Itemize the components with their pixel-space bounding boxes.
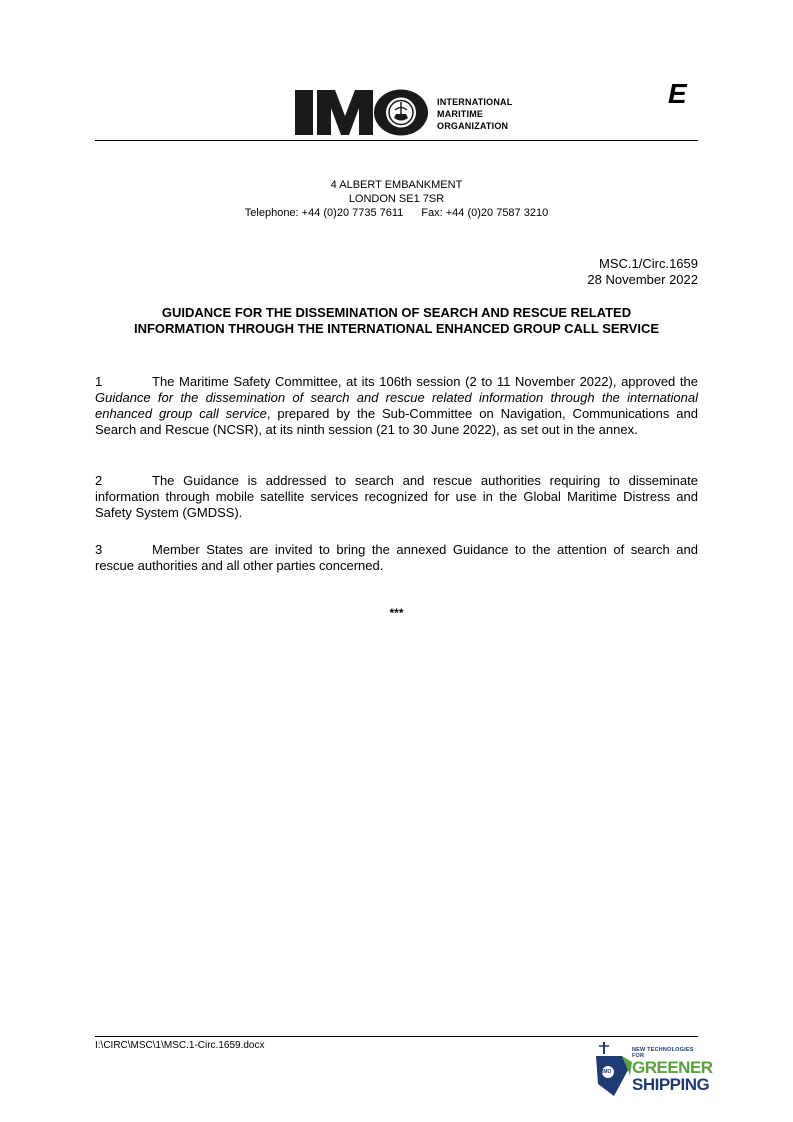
file-path: I:\CIRC\MSC\1\MSC.1-Circ.1659.docx bbox=[95, 1040, 265, 1051]
paragraph-text: , prepared by the Sub-Committee on Navigation, Communications and Search and Rescue (NCSR), at its ninth session (21 to 30 June 2022), as set out in the annex. bbox=[95, 406, 698, 437]
org-line: ORGANIZATION bbox=[437, 121, 509, 131]
address-block bbox=[95, 178, 698, 220]
badge-text bbox=[632, 1047, 713, 1094]
imo-emblem-icon bbox=[295, 88, 430, 138]
paragraph-number: 2 bbox=[95, 473, 103, 488]
imo-logo bbox=[295, 88, 535, 138]
badge-greener: GREENER bbox=[632, 1058, 713, 1077]
ship-emblem-icon bbox=[594, 1040, 634, 1100]
paragraph-number: 1 bbox=[95, 374, 103, 389]
org-line: INTERNATIONAL bbox=[437, 97, 513, 107]
contact-line bbox=[95, 206, 698, 220]
greener-shipping-badge bbox=[594, 1040, 713, 1100]
paragraph-number: 3 bbox=[95, 542, 103, 557]
paragraph bbox=[95, 542, 698, 574]
org-line: MARITIME bbox=[437, 109, 484, 119]
address-line: 4 ALBERT EMBANKMENT bbox=[330, 179, 463, 191]
title-line: INFORMATION THROUGH THE INTERNATIONAL ENHANCED GROUP CALL SERVICE bbox=[133, 321, 660, 336]
language-code: E bbox=[668, 78, 687, 109]
footer-divider bbox=[95, 1036, 698, 1037]
paragraph-italic-title: Guidance for the dissemination of search and rescue related information through the international enhanced group call service bbox=[95, 390, 698, 421]
fax: Fax: +44 (0)20 7587 3210 bbox=[421, 207, 549, 219]
header-divider bbox=[95, 140, 698, 141]
document-date: 28 November 2022 bbox=[587, 272, 698, 287]
paragraph bbox=[95, 374, 698, 438]
document-title bbox=[95, 305, 698, 337]
badge-shipping: SHIPPING bbox=[632, 1075, 710, 1094]
paragraph bbox=[95, 473, 698, 521]
section-separator: *** bbox=[389, 606, 404, 620]
paragraph-text: The Maritime Safety Committee, at its 106th session (2 to 11 November 2022), approved the bbox=[152, 374, 698, 389]
paragraph-text: Member States are invited to bring the annexed Guidance to the attention of search and rescue authorities and all other parties concerned. bbox=[95, 542, 698, 573]
badge-emblem-text: IMO bbox=[602, 1069, 612, 1075]
organization-name bbox=[437, 96, 512, 132]
document-reference: MSC.1/Circ.1659 bbox=[599, 256, 698, 271]
telephone: Telephone: +44 (0)20 7735 7611 bbox=[244, 207, 404, 219]
badge-tagline: NEW TECHNOLOGIES FOR bbox=[632, 1047, 694, 1059]
address-line: LONDON SE1 7SR bbox=[348, 193, 445, 205]
title-line: GUIDANCE FOR THE DISSEMINATION OF SEARCH AND RESCUE RELATED bbox=[161, 305, 632, 320]
paragraph-text: The Guidance is addressed to search and rescue authorities requiring to disseminate information through mobile satellite services recognized for use in the Global Maritime Distress and Safety System (GMDSS). bbox=[95, 473, 698, 520]
document-reference-block bbox=[440, 256, 698, 288]
